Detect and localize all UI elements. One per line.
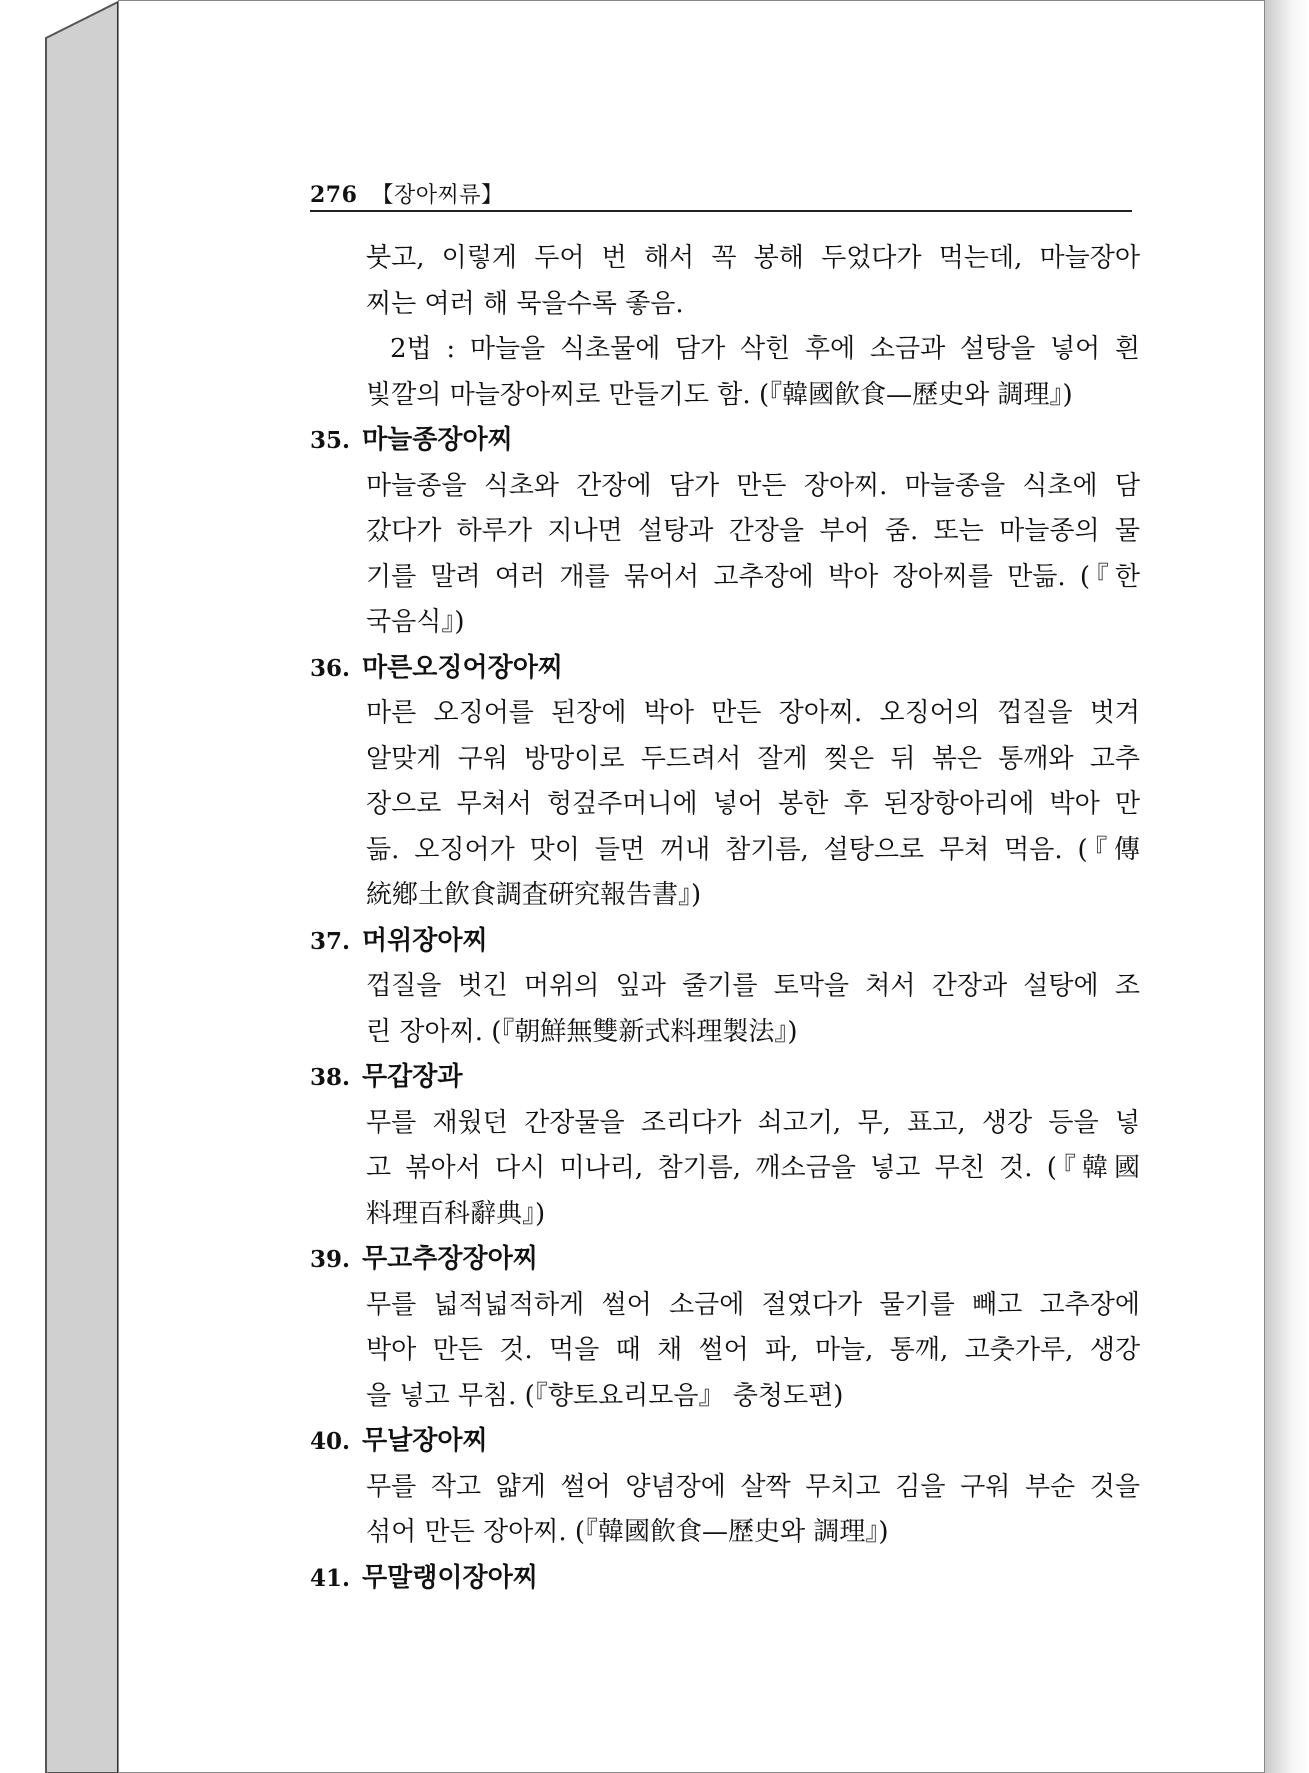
entry-title bbox=[310, 1237, 1140, 1283]
page-number: 276 bbox=[310, 182, 358, 208]
entry-title bbox=[310, 1419, 1140, 1465]
body-line: 찌는 여러 해 묵을수록 좋음. bbox=[366, 288, 684, 319]
section-title: 【장아찌류】 bbox=[371, 183, 504, 208]
entry-title bbox=[310, 1556, 1140, 1602]
body-line: 무를 재웠던 간장물을 조리다가 쇠고기, 무, 표고, 생강 등을 넣 bbox=[366, 1107, 1140, 1138]
entry-heading: 무고추장장아찌 bbox=[362, 1244, 538, 1274]
entry-number: 41. bbox=[310, 1564, 351, 1592]
body-line: 무를 작고 얇게 썰어 양념장에 살짝 무치고 김을 구워 부순 것을 bbox=[366, 1471, 1140, 1502]
entry-heading: 마늘종장아찌 bbox=[362, 425, 513, 455]
page-edge-shadow bbox=[1265, 0, 1309, 1773]
entry-heading: 머위장아찌 bbox=[362, 925, 488, 956]
entry-number: 39. bbox=[310, 1246, 351, 1273]
entry-heading: 마른오징어장아찌 bbox=[362, 652, 563, 683]
body-line: 린 장아찌. (『朝鮮無雙新式料理製法』) bbox=[366, 1016, 798, 1047]
running-header bbox=[310, 178, 1120, 209]
body-line: 박아 만든 것. 먹을 때 채 썰어 파, 마늘, 통깨, 고춧가루, 생강 bbox=[366, 1335, 1140, 1365]
entry-number: 40. bbox=[310, 1428, 351, 1455]
body-line: 2법 : 마늘을 식초물에 담가 삭힌 후에 소금과 설탕을 넣어 흰 bbox=[390, 334, 1140, 364]
body-line: 을 넣고 무침. (『향토요리모음』 충청도편) bbox=[366, 1380, 844, 1411]
header-rule bbox=[310, 210, 1132, 212]
entry-heading: 무말랭이장아찌 bbox=[362, 1562, 538, 1593]
body-line: 마른 오징어를 된장에 박아 만든 장아찌. 오징어의 껍질을 벗겨 bbox=[366, 698, 1140, 728]
body-line: 무를 넓적넓적하게 썰어 소금에 절였다가 물기를 빼고 고추장에 bbox=[366, 1289, 1140, 1320]
entry-title bbox=[310, 646, 1140, 692]
body-line: 기를 말려 여러 개를 묶어서 고추장에 박아 장아찌를 만듦. (『한 bbox=[366, 561, 1140, 592]
entry-number: 38. bbox=[310, 1064, 351, 1091]
body-line: 국음식』) bbox=[366, 607, 465, 637]
body-line: 마늘종을 식초와 간장에 담가 만든 장아찌. 마늘종을 식초에 담 bbox=[366, 470, 1140, 501]
entry-number: 37. bbox=[310, 927, 351, 955]
entry-number: 35. bbox=[310, 427, 351, 454]
body-line: 빛깔의 마늘장아찌로 만들기도 함. (『韓國飮食—歷史와 調理』) bbox=[366, 379, 1073, 410]
body-line: 붓고, 이렇게 두어 번 해서 꼭 봉해 두었다가 먹는데, 마늘장아 bbox=[366, 243, 1140, 273]
body-line: 장으로 무쳐서 헝겊주머니에 넣어 봉한 후 된장항아리에 박아 만 bbox=[366, 789, 1140, 819]
body-line: 껍질을 벗긴 머위의 잎과 줄기를 토막을 쳐서 간장과 설탕에 조 bbox=[366, 971, 1140, 1001]
body-line: 統鄕土飮食調査硏究報告書』) bbox=[366, 880, 702, 910]
body-line: 알맞게 구워 방망이로 두드려서 잘게 찢은 뒤 볶은 통깨와 고추 bbox=[366, 743, 1140, 774]
entry-heading: 무날장아찌 bbox=[362, 1426, 488, 1456]
page-content bbox=[310, 236, 1140, 1601]
entry-title bbox=[310, 418, 1140, 464]
entry-title bbox=[310, 1055, 1140, 1101]
body-line: 料理百科辭典』) bbox=[366, 1198, 546, 1229]
body-line: 고 볶아서 다시 미나리, 참기름, 깨소금을 넣고 무친 것. (『韓國 bbox=[366, 1153, 1140, 1183]
body-line: 듦. 오징어가 맛이 들면 꺼내 참기름, 설탕으로 무쳐 먹음. (『傳 bbox=[366, 834, 1140, 865]
entry-title bbox=[310, 919, 1140, 965]
entry-number: 36. bbox=[310, 654, 351, 682]
entry-heading: 무갑장과 bbox=[362, 1062, 463, 1092]
body-line: 섞어 만든 장아찌. (『韓國飮食—歷史와 調理』) bbox=[366, 1517, 889, 1547]
body-line: 갔다가 하루가 지나면 설탕과 간장을 부어 줌. 또는 마늘종의 물 bbox=[366, 516, 1140, 546]
